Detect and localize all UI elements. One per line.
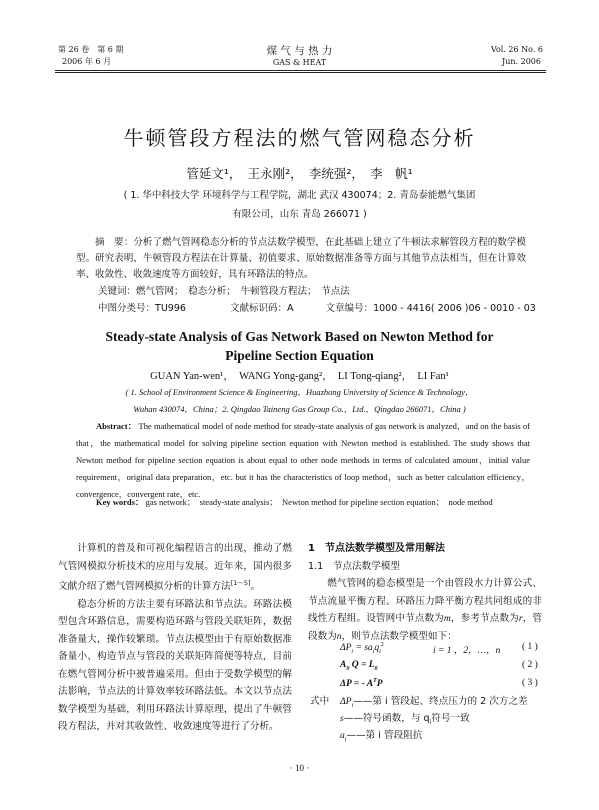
authors-zh: 管延文¹， 王永刚²， 李统强²， 李 帆¹ xyxy=(186,166,413,181)
equation-1-number: ( 1 ) xyxy=(522,642,538,652)
title-en-line1: Steady-state Analysis of Gas Network Based on Newton Method for xyxy=(105,329,494,344)
right-column xyxy=(308,540,542,645)
where-label: 式中 xyxy=(310,696,330,707)
affiliation-zh-line2: 有限公司，山东 青岛 266071 ) xyxy=(232,209,367,220)
equation-1-range: i = 1 ，2，…，n xyxy=(433,646,501,656)
equation-2: $A_0$ $Q = L_0$ xyxy=(340,660,378,672)
keywords-zh-label: 关键词： xyxy=(98,286,137,297)
section-1-1-heading: 1.1 节点法数学模型 xyxy=(308,560,401,572)
equation-2-number: ( 2 ) xyxy=(522,660,538,670)
page-number: · 10 · xyxy=(289,763,310,773)
clc-label: 中图分类号： xyxy=(98,303,156,314)
header-volume-zh: 第 26 卷 第 6 期 xyxy=(58,45,124,54)
title-en-line2: Pipeline Section Equation xyxy=(225,348,374,363)
equation-3: ΔP = - $A^TP$ xyxy=(340,678,383,690)
equation-1: $\Delta P_i = sa_iq_i^2$ xyxy=(340,642,384,656)
abstract-zh xyxy=(76,235,526,283)
model-paragraph: 燃气管网的稳态模型是一个由管段水力计算公式、节点流量平衡方程、环路压力降平衡方程共同组成的非线性方程组。设管网中节点数为m，参考节点数为r，管段数为n，则节点法数学模型如下： xyxy=(308,578,543,642)
header-journal-zh: 煤 气 与 热 力 xyxy=(266,45,333,57)
affiliation-en-line2: Wuhan 430074，China；2. Qingdao Taineng Gas Group Co.，Ltd.，Qingdao 266071，China ) xyxy=(133,404,466,414)
definition-a: $a_i——$第 i 管段阻抗 xyxy=(340,730,423,743)
authors-en: GUAN Yan-wen¹， WANG Yong-gang²， LI Tong-qiang²， LI Fan¹ xyxy=(150,371,449,382)
header-volume-en: Vol. 26 No. 6 xyxy=(490,45,543,54)
citation-1-5: [1～5] xyxy=(230,579,251,587)
affiliation-en-line1: ( 1. School of Environment Science & Engineering，Huazhong University of Science & Technology， xyxy=(125,387,474,397)
articleno-label: 文章编号： xyxy=(325,303,374,314)
header-rule xyxy=(55,70,546,71)
methods-paragraph: 稳态分析的方法主要有环路法和节点法。环路法模型包含环路信息，需要构造环路与管段关联矩阵，数据准备量大，操作较繁琐。节点法模型由于有原始数据准备量小、构造节点与管段的关联矩阵简便等特点，目前在燃气管网分析中被普遍采用。但由于受数学模型的解法影响，节点法的计算效率较环路法低。本文以节点法数学模型为基础，利用环路法计算原理，提出了牛顿管段方程法，并对其收敛性、收敛速度等进行了分析。 xyxy=(58,598,292,733)
header-journal-en: GAS & HEAT xyxy=(272,58,327,67)
abstract-zh-label: 摘 要： xyxy=(95,237,134,248)
intro-paragraph: 计算机的普及和可视化编程语言的出现，推动了燃气管网模拟分析技术的应用与发展。近年来，国内很多文献介绍了燃气管网模拟分析的计算方法[1～5]。 xyxy=(58,543,292,593)
abstract-en-text: The mathematical model of node method for steady-state analysis of gas network is analyzed，and on the basis of that，the mathematical model for solving pipeline section equation with Newton method is established. The study shows that Newton method for pipeline section equation is about equal to other node methods in terms of calculated amount，initial value requirement，original data preparation，etc. but it has the characteristics of loop method，such as better calculation efficiency，convergence，convergent rate，etc. xyxy=(76,421,530,499)
keywords-zh-text: 燃气管网； 稳态分析； 牛顿管段方程法； 节点法 xyxy=(136,286,350,297)
section-1-heading: 1 节点法数学模型及常用解法 xyxy=(308,543,445,554)
header-date-zh: 2006 年 6 月 xyxy=(62,57,112,66)
header-date-en: Jun. 2006 xyxy=(502,57,541,66)
keywords-en-label: Key words： xyxy=(96,497,144,507)
articleno-value: 1000 - 4416( 2006 )06 - 0010 - 03 xyxy=(373,303,536,314)
abstract-en-label: Abstract： xyxy=(96,421,137,431)
affiliation-zh-line1: ( 1. 华中科技大学 环境科学与工程学院，湖北 武汉 430074；2. 青岛泰能燃气集团 xyxy=(123,190,476,201)
left-column xyxy=(58,540,292,736)
abstract-zh-text: 分析了燃气管网稳态分析的节点法数学模型，在此基础上建立了牛顿法求解管段方程的数学模型。研究表明，牛顿管段方程法在计算量、初值要求、原始数据准备等方面与其他节点法相当，但在计算效率、收敛性、收敛速度等方面较好，具有环路法的特点。 xyxy=(76,237,526,280)
keywords-zh xyxy=(98,283,350,297)
classification-row xyxy=(98,300,536,314)
clc-value: TU996 xyxy=(155,303,186,314)
keywords-en xyxy=(76,494,530,511)
keywords-en-text: gas network； steady-state analysis； Newton method for pipeline section equation； node method xyxy=(145,497,493,507)
equation-3-number: ( 3 ) xyxy=(522,678,538,688)
definition-delta-p: $\Delta P_i——$第 i 管段起、终点压力的 2 次方之差 xyxy=(340,696,528,709)
doccode-label: 文献标识码： xyxy=(229,303,287,314)
doccode-value: A xyxy=(286,303,294,314)
abstract-en xyxy=(76,418,530,503)
title-zh: 牛顿管段方程法的燃气管网稳态分析 xyxy=(123,126,476,150)
definition-s: s——符号函数，与 $q_i$符号一致 xyxy=(340,713,470,726)
header-rule-thin xyxy=(55,72,546,73)
